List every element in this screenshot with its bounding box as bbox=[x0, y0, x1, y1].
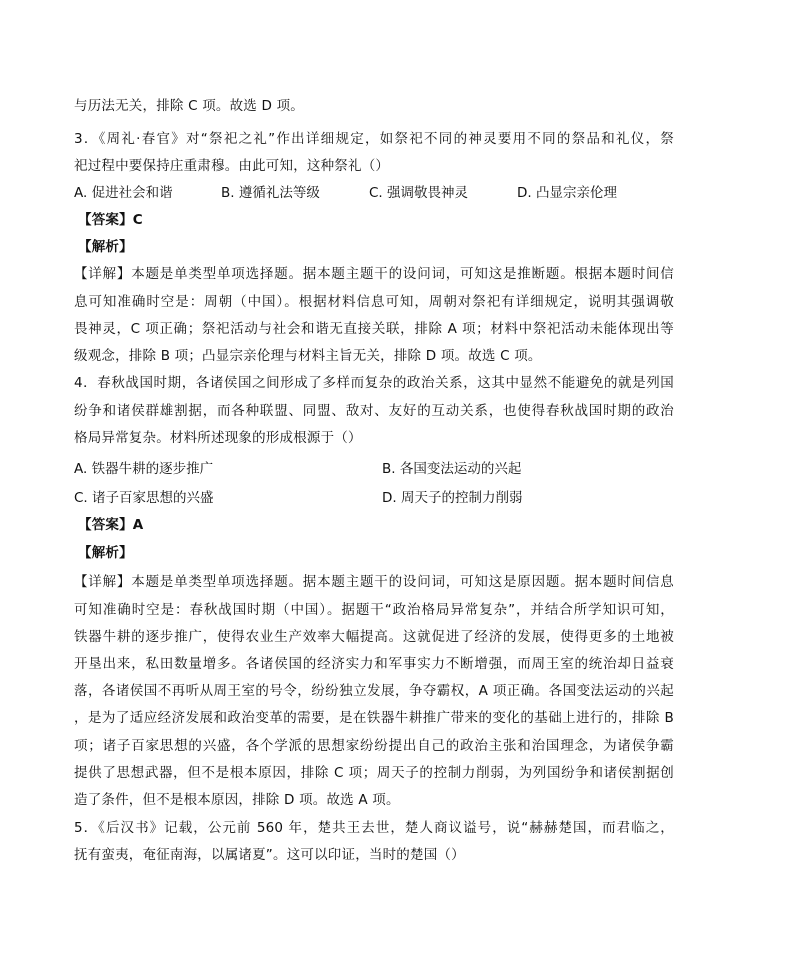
q4-detail-line-7: 项；诸子百家思想的兴盛，各个学派的思想家纷纷提出自己的政治主张和治国理念，为诸侯争霸 bbox=[74, 738, 674, 754]
q3-answer: 【答案】C bbox=[78, 212, 143, 228]
q4-detail-line-2: 可知准确时空是：春秋战国时期（中国）。据题干“政治格局异常复杂”，并结合所学知识可知， bbox=[74, 602, 674, 618]
q4-detail-line-8: 提供了思想武器，但不是根本原因，排除 C 项；周天子的控制力削弱，为列国纷争和诸侯割据创 bbox=[74, 765, 674, 781]
q4-detail-line-5: 落，各诸侯国不再听从周王室的号令，纷纷独立发展，争夺霸权，A 项正确。各国变法运动的兴起 bbox=[74, 683, 674, 699]
q4-stem-line-3: 格局异常复杂。材料所述现象的形成根源于（） bbox=[74, 430, 362, 446]
q3-option-c: C. 强调敬畏神灵 bbox=[369, 185, 469, 201]
q3-detail-line-4: 级观念，排除 B 项；凸显宗亲伦理与材料主旨无关，排除 D 项。故选 C 项。 bbox=[74, 348, 542, 364]
q3-detail-line-3: 畏神灵，C 项正确；祭祀活动与社会和谐无直接关联，排除 A 项；材料中祭祀活动未能体现出等 bbox=[74, 321, 674, 337]
previous-answer-tail: 与历法无关，排除 C 项。故选 D 项。 bbox=[74, 98, 304, 114]
q5-stem-line-1: 5．《后汉书》记载，公元前 560 年，楚共王去世，楚人商议谥号，说“赫赫楚国，而君临之， bbox=[74, 820, 674, 836]
q3-option-d: D. 凸显宗亲伦理 bbox=[517, 185, 617, 201]
q3-option-a: A. 促进社会和谐 bbox=[74, 185, 173, 201]
q4-detail-line-1: 【详解】本题是单类型单项选择题。据本题主题干的设问词，可知这是原因题。据本题时间信息 bbox=[74, 574, 674, 590]
q3-detail-line-2: 息可知准确时空是：周朝（中国）。根据材料信息可知，周朝对祭祀有详细规定，说明其强调敬 bbox=[74, 294, 674, 310]
q4-stem-line-2: 纷争和诸侯群雄割据，而各种联盟、同盟、敌对、友好的互动关系，也使得春秋战国时期的政治 bbox=[74, 403, 674, 419]
q3-stem-line-1: 3．《周礼·春官》对“祭祀之礼”作出详细规定，如祭祀不同的神灵要用不同的祭品和礼仪，祭 bbox=[74, 131, 674, 147]
q4-option-a: A. 铁器牛耕的逐步推广 bbox=[74, 461, 214, 477]
q4-option-b: B. 各国变法运动的兴起 bbox=[382, 461, 522, 477]
q3-analysis-label: 【解析】 bbox=[78, 239, 133, 255]
q4-detail-line-9: 造了条件，但不是根本原因，排除 D 项。故选 A 项。 bbox=[74, 792, 400, 808]
q4-analysis-label: 【解析】 bbox=[78, 545, 133, 561]
q4-answer: 【答案】A bbox=[78, 517, 144, 533]
q4-detail-line-6: ，是为了适应经济发展和政治变革的需要，是在铁器牛耕推广带来的变化的基础上进行的，排除 B bbox=[74, 710, 674, 726]
q3-detail-line-1: 【详解】本题是单类型单项选择题。据本题主题干的设问词，可知这是推断题。根据本题时间信 bbox=[74, 266, 674, 282]
q5-stem-line-2: 抚有蛮夷，奄征南海，以属诸夏”。这可以印证，当时的楚国（） bbox=[74, 847, 465, 863]
q3-stem-line-2: 祀过程中要保持庄重肃穆。由此可知，这种祭礼（） bbox=[74, 158, 390, 174]
q3-option-b: B. 遵循礼法等级 bbox=[221, 185, 320, 201]
q4-detail-line-4: 开垦出来，私田数量增多。各诸侯国的经济实力和军事实力不断增强，而周王室的统治却日益衰 bbox=[74, 656, 674, 672]
q4-option-d: D. 周天子的控制力削弱 bbox=[382, 490, 523, 506]
q4-stem-line-1: 4．春秋战国时期，各诸侯国之间形成了多样而复杂的政治关系，这其中显然不能避免的就是列国 bbox=[74, 375, 674, 391]
q4-option-c: C. 诸子百家思想的兴盛 bbox=[74, 490, 214, 506]
q4-detail-line-3: 铁器牛耕的逐步推广，使得农业生产效率大幅提高。这就促进了经济的发展，使得更多的土地被 bbox=[74, 629, 674, 645]
